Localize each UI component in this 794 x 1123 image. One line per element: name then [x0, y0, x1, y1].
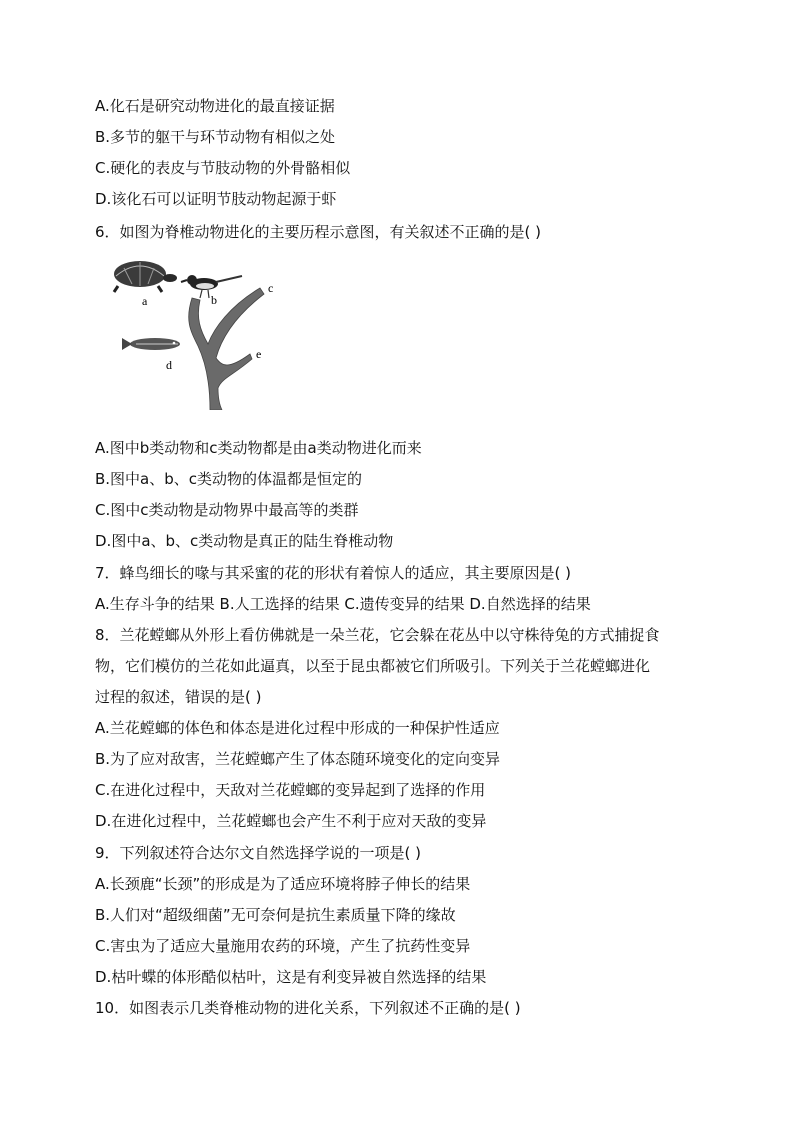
q6-option-a: A.图中b类动物和c类动物都是由a类动物进化而来	[95, 439, 422, 457]
q6-option-d: D.图中a、b、c类动物是真正的陆生脊椎动物	[95, 532, 394, 550]
q8-option-d: D.在进化过程中，兰花螳螂也会产生不利于应对天敌的变异	[95, 812, 487, 830]
q7-options: A.生存斗争的结果 B.人工选择的结果 C.遗传变异的结果 D.自然选择的结果	[95, 595, 591, 613]
turtle-icon	[114, 261, 177, 292]
label-e: e	[256, 347, 262, 361]
fish-icon	[122, 338, 180, 350]
q5-option-a: A.化石是研究动物进化的最直接证据	[95, 97, 335, 115]
q9-option-a: A.长颈鹿“长颈”的形成是为了适应环境将脖子伸长的结果	[95, 875, 471, 893]
label-a: a	[142, 294, 148, 308]
label-d: d	[166, 358, 172, 372]
q9-option-c: C.害虫为了适应大量施用农药的环境，产生了抗药性变异	[95, 937, 471, 955]
q7-stem: 7．蜂鸟细长的喙与其采蜜的花的形状有着惊人的适应，其主要原因是( )	[95, 564, 572, 582]
q9-option-d: D.枯叶蝶的体形酷似枯叶，这是有利变异被自然选择的结果	[95, 968, 487, 986]
evolution-tree-illustration	[110, 258, 280, 410]
vertebrate-evolution-figure	[110, 258, 280, 410]
q8-stem-line3: 过程的叙述，错误的是( )	[95, 688, 262, 706]
q5-option-b: B.多节的躯干与环节动物有相似之处	[95, 128, 336, 146]
label-c: c	[268, 281, 274, 295]
q8-option-c: C.在进化过程中，天敌对兰花螳螂的变异起到了选择的作用	[95, 781, 486, 799]
q8-option-a: A.兰花螳螂的体色和体态是进化过程中形成的一种保护性适应	[95, 719, 500, 737]
q9-option-b: B.人们对“超级细菌”无可奈何是抗生素质量下降的缘故	[95, 906, 456, 924]
q8-stem-line2: 物，它们模仿的兰花如此逼真，以至于昆虫都被它们所吸引。下列关于兰花螳螂进化	[95, 657, 651, 675]
q5-option-c: C.硬化的表皮与节肢动物的外骨骼相似	[95, 159, 351, 177]
q9-stem: 9．下列叙述符合达尔文自然选择学说的一项是( )	[95, 844, 422, 862]
q5-option-d: D.该化石可以证明节肢动物起源于虾	[95, 190, 337, 208]
label-b: b	[211, 293, 217, 307]
q10-stem: 10．如图表示几类脊椎动物的进化关系，下列叙述不正确的是( )	[95, 999, 521, 1017]
q8-option-b: B.为了应对敌害，兰花螳螂产生了体态随环境变化的定向变异	[95, 750, 501, 768]
q8-stem-line1: 8．兰花螳螂从外形上看仿佛就是一朵兰花，它会躲在花丛中以守株待兔的方式捕捉食	[95, 626, 660, 644]
q6-option-c: C.图中c类动物是动物界中最高等的类群	[95, 501, 359, 519]
q6-option-b: B.图中a、b、c类动物的体温都是恒定的	[95, 470, 363, 488]
q6-stem: 6．如图为脊椎动物进化的主要历程示意图，有关叙述不正确的是( )	[95, 223, 542, 241]
